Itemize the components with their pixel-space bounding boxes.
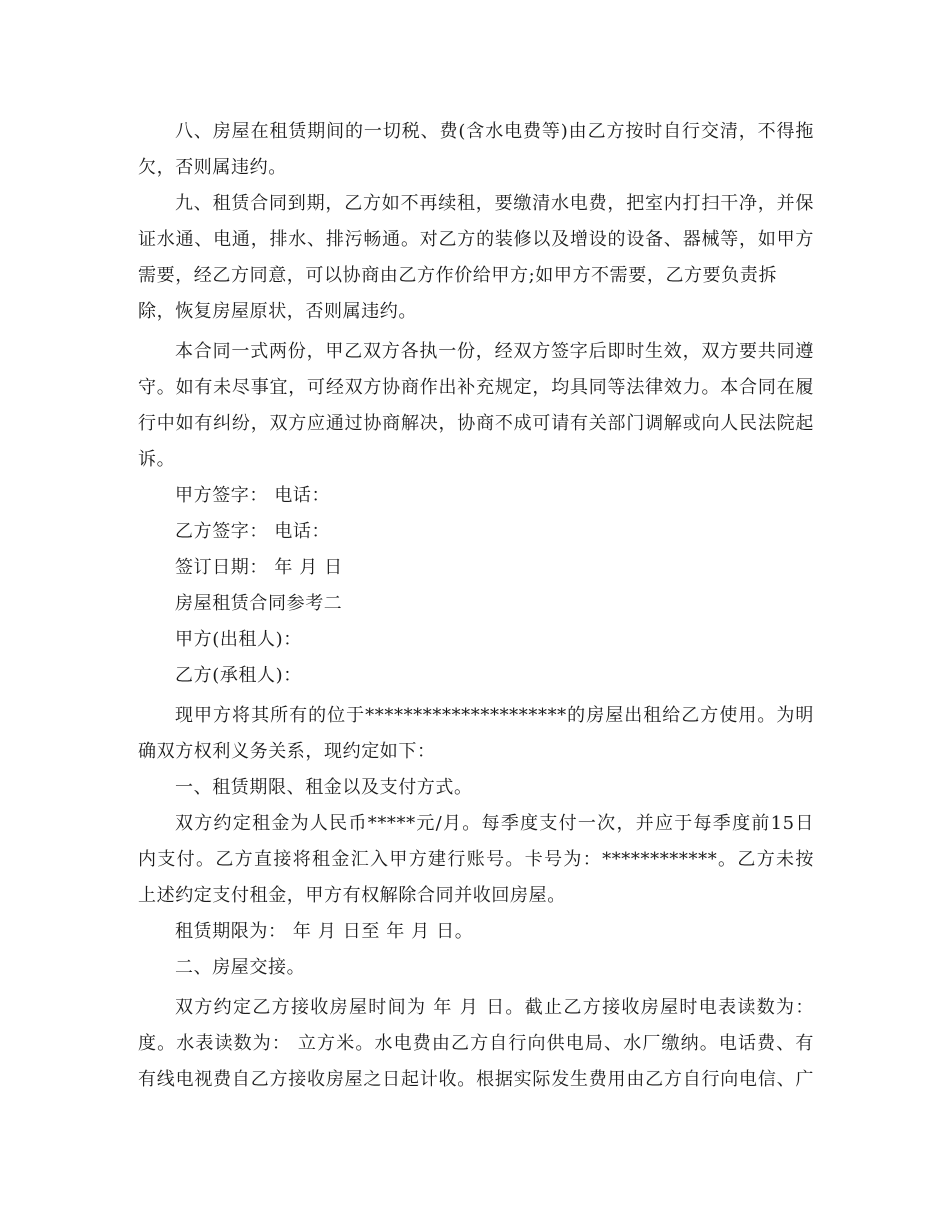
text-line: 除，恢复房屋原状，否则属违约。 xyxy=(138,301,417,322)
signature-line-party-a: 甲方签字： 电话： xyxy=(175,485,331,506)
text-line: 甲方(出租人)： xyxy=(175,629,302,650)
clause-heading: 一、租赁期限、租金以及支付方式。 xyxy=(175,777,473,798)
text-line: 双方约定租金为人民币*****元/月。每季度支付一次，并应于每季度前15日 xyxy=(175,813,814,834)
text-line: 需要，经乙方同意，可以协商由乙方作价给甲方;如甲方不需要，乙方要负责拆 xyxy=(138,265,778,286)
text-line: 现甲方将其所有的位于*********************的房屋出租给乙方使用。为明 xyxy=(175,705,814,726)
text-line: 九、租赁合同到期，乙方如不再续租，要缴清水电费，把室内打扫干净，并保 xyxy=(175,193,814,214)
text-line: 租赁期限为： 年 月 日至 年 月 日。 xyxy=(175,921,474,942)
text-line: 行中如有纠纷，双方应通过协商解决，协商不成可请有关部门调解或向人民法院起 xyxy=(138,413,814,434)
text-line: 确双方权利义务关系，现约定如下： xyxy=(138,741,436,762)
text-line: 有线电视费自乙方接收房屋之日起计收。根据实际发生费用由乙方自行向电信、广 xyxy=(138,1069,814,1090)
clause-heading: 二、房屋交接。 xyxy=(175,957,306,978)
text-line: 乙方(承租人)： xyxy=(175,665,302,686)
text-line: 证水通、电通，排水、排污畅通。对乙方的装修以及增设的设备、器械等，如甲方 xyxy=(138,229,814,250)
text-line: 上述约定支付租金，甲方有权解除合同并收回房屋。 xyxy=(138,885,566,906)
text-line: 度。水表读数为： 立方米。水电费由乙方自行向供电局、水厂缴纳。电话费、有 xyxy=(138,1033,814,1054)
text-line: 本合同一式两份，甲乙双方各执一份，经双方签字后即时生效，双方要共同遵 xyxy=(175,341,814,362)
text-line: 诉。 xyxy=(138,449,176,470)
text-line: 八、房屋在租赁期间的一切税、费(含水电费等)由乙方按时自行交清，不得拖 xyxy=(175,121,814,142)
signing-date-line: 签订日期： 年 月 日 xyxy=(175,557,343,578)
text-line: 守。如有未尽事宜，可经双方协商作出补充规定，均具同等法律效力。本合同在履 xyxy=(138,377,814,398)
text-line: 内支付。乙方直接将租金汇入甲方建行账号。卡号为：************。乙方未按 xyxy=(138,849,814,870)
section-title: 房屋租赁合同参考二 xyxy=(175,593,343,614)
text-line: 双方约定乙方接收房屋时间为 年 月 日。截止乙方接收房屋时电表读数为： xyxy=(175,997,814,1018)
text-line: 欠，否则属违约。 xyxy=(138,157,287,178)
signature-line-party-b: 乙方签字： 电话： xyxy=(175,521,331,542)
